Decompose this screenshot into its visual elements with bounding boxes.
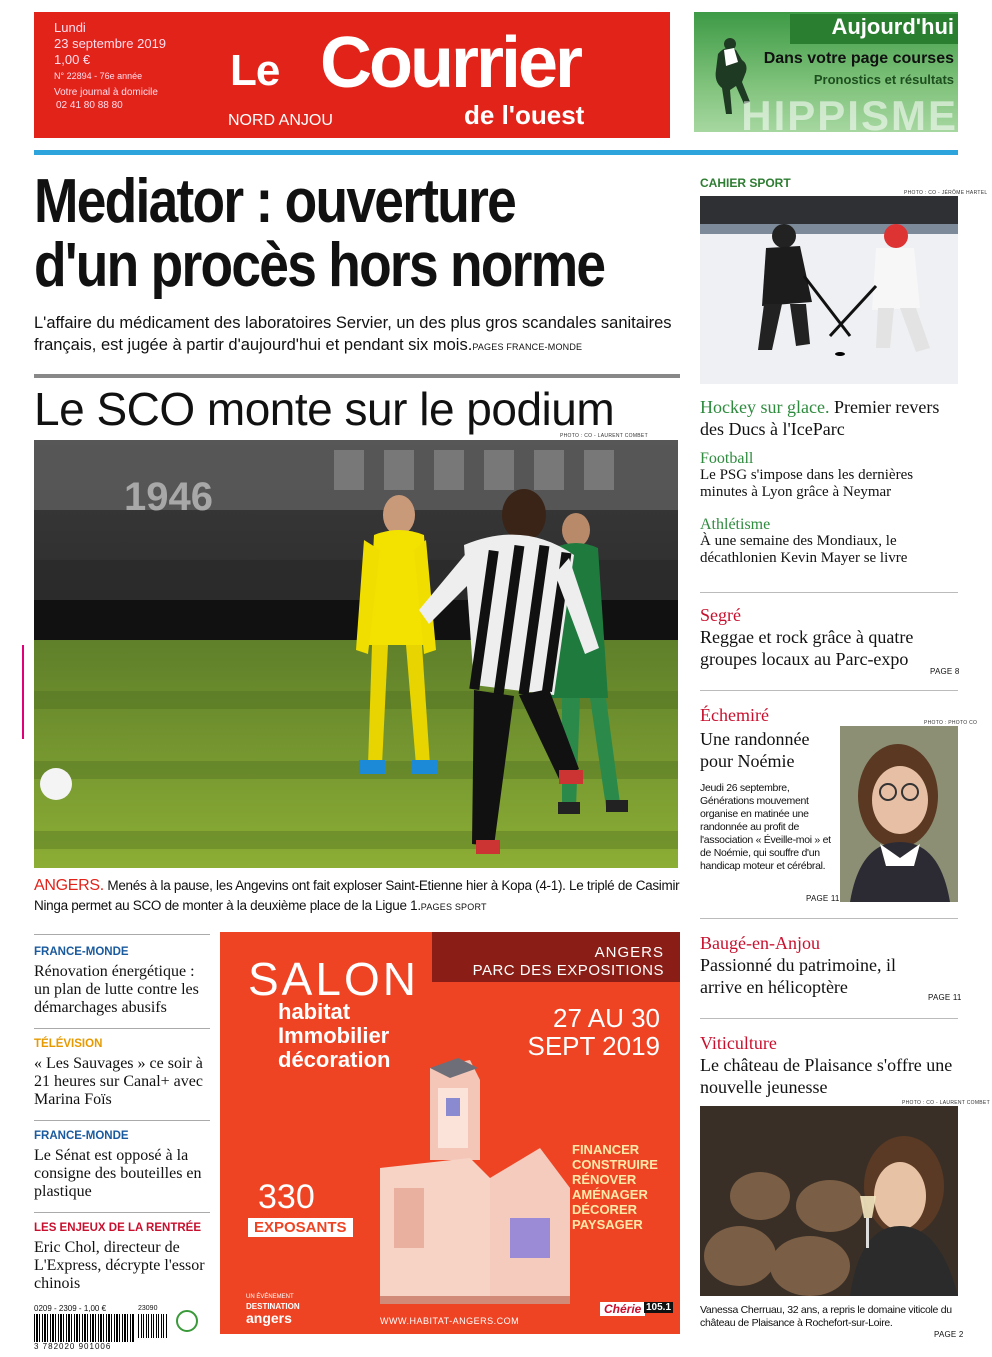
- ad-service: PAYSAGER: [572, 1217, 643, 1232]
- sco-caption-ref[interactable]: PAGES SPORT: [420, 902, 487, 912]
- sport-kicker[interactable]: CAHIER SPORT: [700, 176, 791, 190]
- briefs-top-rule: [34, 934, 210, 935]
- bauge-text: Passionné du patrimoine, il arrive en hélicoptère: [700, 955, 896, 997]
- ad-dates: [520, 1004, 660, 1060]
- bauge-title: Baugé-en-Anjou: [700, 933, 820, 953]
- ad-organizer2: angers: [246, 1310, 292, 1326]
- brief-divider: [34, 1212, 210, 1213]
- ad-l1: habitat: [278, 999, 351, 1024]
- ad-services: [572, 1142, 658, 1232]
- brief-item[interactable]: [34, 1038, 210, 1109]
- sco-caption: [34, 876, 684, 917]
- lead-deck-ref[interactable]: PAGES FRANCE-MONDE: [472, 342, 583, 352]
- hippisme-banner: HIPPISME: [741, 92, 958, 132]
- bauge-ref[interactable]: PAGE 11: [928, 993, 962, 1002]
- right-divider: [700, 918, 958, 919]
- wine-tasting-illustration: [700, 1106, 958, 1296]
- lead-headline-line2: d'un procès hors norme: [34, 231, 605, 300]
- barcode-digits: 3 782020 901006: [34, 1342, 112, 1351]
- barcode-addon: 23090: [138, 1305, 158, 1312]
- ad-l3: décoration: [278, 1047, 391, 1072]
- viticulture-ref[interactable]: PAGE 2: [934, 1330, 964, 1339]
- ad-url[interactable]: WWW.HABITAT-ANGERS.COM: [380, 1316, 520, 1326]
- masthead-delivery: Votre journal à domicile: [54, 87, 158, 98]
- sco-photo[interactable]: [34, 440, 678, 868]
- brief-kicker: FRANCE-MONDE: [34, 946, 129, 958]
- right-divider: [700, 592, 958, 593]
- brief-divider: [34, 1120, 210, 1121]
- sco-photo-credit: PHOTO : CO - LAURENT COMBET: [560, 433, 648, 439]
- salon-habitat-ad[interactable]: [220, 932, 680, 1334]
- ad-place: ANGERS: [594, 944, 664, 961]
- sport-photo-credit: PHOTO : CO - JÉRÔME HARTEL: [904, 190, 988, 196]
- ad-salon: SALON: [248, 953, 419, 1005]
- ad-service: DÉCORER: [572, 1202, 638, 1217]
- brief-item[interactable]: [34, 1222, 210, 1293]
- viticulture-title: Viticulture: [700, 1033, 777, 1053]
- brief-divider: [34, 1028, 210, 1029]
- section-divider: [34, 374, 680, 378]
- football-celebration-illustration: [34, 440, 678, 868]
- masthead-date: 23 septembre 2019: [54, 36, 167, 51]
- ad-service: RÉNOVER: [572, 1172, 637, 1187]
- brief-kicker: LES ENJEUX DE LA RENTRÉE: [34, 1222, 201, 1234]
- football-item[interactable]: [700, 450, 958, 501]
- sco-caption-text: Menés à la pause, les Angevins ont fait exploser Saint-Etienne hier à Kopa (4-1). Le triplé de Casimir Ninga permet au SCO de monter à la deuxième place de la Ligue 1.: [34, 878, 680, 913]
- athletisme-text: À une semaine des Mondiaux, le décathlonien Kevin Mayer se livre: [700, 533, 908, 566]
- ad-exposants: EXPOSANTS: [248, 1218, 353, 1237]
- segre-title: Segré: [700, 605, 741, 625]
- header-divider: [34, 150, 958, 155]
- bauge-item[interactable]: [700, 932, 958, 998]
- hockey-item[interactable]: [700, 396, 958, 440]
- house-letters-illustration: [360, 1058, 580, 1308]
- masthead-phone: 02 41 80 88 80: [56, 100, 123, 111]
- barcode-addon-bars: [138, 1314, 168, 1338]
- barcode-block: [34, 1304, 210, 1352]
- lead-deck: [34, 312, 684, 358]
- brief-item[interactable]: [34, 946, 210, 1017]
- noemie-photo[interactable]: [840, 726, 958, 902]
- hockey-text: Premier revers des Ducs à l'IceParc: [700, 397, 940, 439]
- ad-radio: Chérie: [600, 1302, 645, 1316]
- brief-text: Eric Chol, directeur de L'Express, décrypte l'essor chinois: [34, 1239, 205, 1292]
- logo-le: Le: [230, 46, 280, 95]
- brief-text: Le Sénat est opposé à la consigne des bouteilles en plastique: [34, 1147, 202, 1200]
- ad-radio-freq: 105.1: [646, 1302, 672, 1313]
- sco-caption-kicker: ANGERS.: [34, 877, 104, 894]
- sco-headline[interactable]: Le SCO monte sur le podium: [34, 383, 615, 435]
- girl-portrait-illustration: [840, 726, 958, 902]
- echemire-title[interactable]: Échemiré: [700, 705, 769, 725]
- athletisme-item[interactable]: [700, 516, 958, 567]
- lead-headline-line1: Mediator : ouverture: [34, 167, 516, 236]
- recycle-icon: [176, 1310, 198, 1332]
- viticulture-caption: Vanessa Cherruau, 32 ans, a repris le domaine viticole du château de Plaisance à Rochefort-sur-Loire.: [700, 1304, 952, 1329]
- ad-dates1: 27 AU 30: [553, 1003, 660, 1033]
- brief-item[interactable]: [34, 1130, 210, 1201]
- winery-photo[interactable]: [700, 1106, 958, 1296]
- hippisme-promo[interactable]: [694, 12, 958, 132]
- ad-service: CONSTRUIRE: [572, 1157, 658, 1172]
- ad-venue: PARC DES EXPOSITIONS: [472, 962, 664, 979]
- hockey-title: Hockey sur glace.: [700, 397, 830, 417]
- ad-organizer-pre: UN ÉVÉNEMENT: [246, 1294, 294, 1300]
- hockey-photo[interactable]: [700, 196, 958, 384]
- ad-dates2: SEPT 2019: [527, 1031, 660, 1061]
- echemire-credit: PHOTO : PHOTO CO: [924, 720, 978, 726]
- masthead-date-block: [54, 20, 166, 84]
- hippisme-line2: Pronostics et résultats: [813, 72, 954, 87]
- echemire-ref[interactable]: PAGE 11: [806, 894, 840, 903]
- hippisme-today: Aujourd'hui: [790, 14, 958, 44]
- ad-count: 330: [258, 1178, 315, 1216]
- logo-de-louest: de l'ouest: [464, 100, 585, 130]
- brief-text: Rénovation énergétique : un plan de lutte contre les démarchages abusifs: [34, 963, 199, 1016]
- right-divider: [700, 690, 958, 691]
- football-text: Le PSG s'impose dans les dernières minutes à Lyon grâce à Neymar: [700, 467, 914, 500]
- hippisme-line1: Dans votre page courses: [763, 50, 954, 67]
- lead-headline[interactable]: [34, 167, 605, 300]
- segre-text: Reggae et rock grâce à quatre groupes locaux au Parc-expo: [700, 627, 914, 669]
- right-divider: [700, 1018, 958, 1019]
- segre-ref[interactable]: PAGE 8: [930, 667, 960, 676]
- brief-kicker: TÉLÉVISION: [34, 1038, 103, 1050]
- segre-item[interactable]: [700, 604, 958, 670]
- ad-organizer: DESTINATION: [246, 1302, 300, 1311]
- athletisme-title: Athlétisme: [700, 516, 771, 533]
- logo-courrier: Courrier: [320, 23, 581, 103]
- football-title: Football: [700, 450, 754, 467]
- masthead-issue: N° 22894 - 76e année: [54, 71, 143, 81]
- ad-service: FINANCER: [572, 1142, 640, 1157]
- brief-text: « Les Sauvages » ce soir à 21 heures sur Canal+ avec Marina Foïs: [34, 1055, 203, 1108]
- masthead: [34, 12, 670, 138]
- viticulture-item[interactable]: [700, 1032, 958, 1098]
- viticulture-credit: PHOTO : CO - LAURENT COMBET: [902, 1100, 990, 1106]
- viticulture-text: Le château de Plaisance s'offre une nouvelle jeunesse: [700, 1055, 953, 1097]
- brief-kicker: FRANCE-MONDE: [34, 1130, 129, 1142]
- hockey-illustration: [700, 196, 958, 384]
- echemire-headline[interactable]: Une randonnée pour Noémie: [700, 729, 810, 771]
- margin-marker: [22, 645, 24, 739]
- masthead-day: Lundi: [54, 20, 86, 35]
- ad-l2: Immobilier: [278, 1023, 390, 1048]
- barcode-line: 0209 - 2309 - 1,00 €: [34, 1304, 107, 1313]
- edition-label: NORD ANJOU: [228, 112, 333, 129]
- stadium-year-text: 1946: [124, 475, 213, 519]
- masthead-delivery-block: [54, 86, 158, 112]
- ad-service: AMÉNAGER: [572, 1187, 648, 1202]
- masthead-price: 1,00 €: [54, 52, 91, 67]
- lead-deck-text: L'affaire du médicament des laboratoires Servier, un des plus gros scandales sanitaires français, est jugée à partir d'aujourd'hui et pendant six mois.: [34, 314, 672, 354]
- echemire-text: Jeudi 26 septembre, Générations mouvement organise en matinée une randonnée au profit de l'association « Éveille-moi » et de Noémie, qui souffre d'un handicap moteur et cérébral.: [700, 782, 831, 872]
- barcode-bars: [34, 1314, 134, 1342]
